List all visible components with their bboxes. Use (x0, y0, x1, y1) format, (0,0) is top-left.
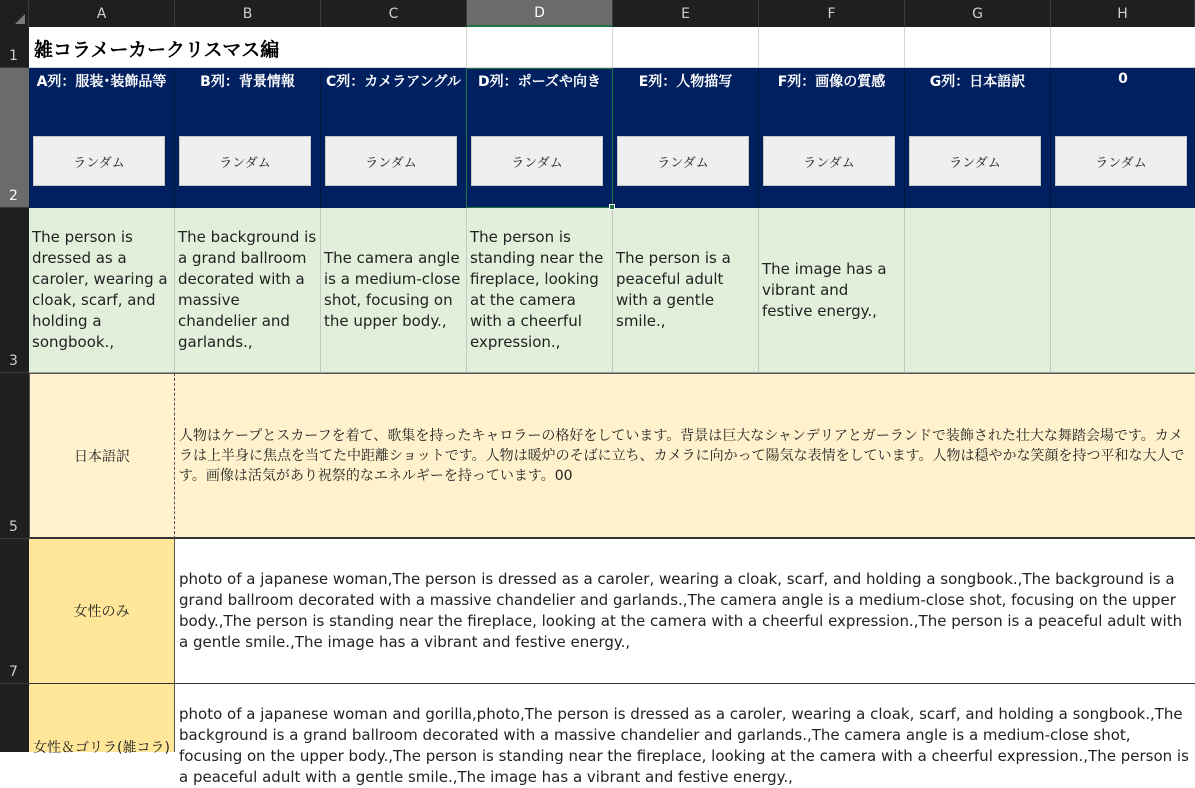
cell-a1[interactable] (29, 27, 321, 68)
random-button-f[interactable]: ランダム (763, 136, 895, 186)
phrase-b: The background is a grand ballroom decorated with a massive chandelier and garlands., (178, 228, 317, 351)
woman-gorilla-label-cell[interactable] (29, 684, 175, 756)
cell-a3[interactable] (29, 208, 175, 373)
row-header-5[interactable] (0, 373, 29, 539)
select-all-corner[interactable] (0, 0, 29, 27)
random-button-d[interactable]: ランダム (471, 136, 603, 186)
sheet-title: 雑コラメーカークリスマス編 (34, 39, 280, 61)
cell-e1[interactable] (613, 27, 759, 68)
random-button-g[interactable]: ランダム (909, 136, 1041, 186)
row-number: 2 (9, 188, 18, 204)
phrase-g (908, 208, 1048, 372)
cell-b3[interactable] (175, 208, 321, 373)
random-button-e[interactable]: ランダム (617, 136, 749, 186)
header-label-b: B列：背景情報 (200, 74, 295, 90)
woman-gorilla-prompt: photo of a japanese woman and gorilla,photo,The person is dressed as a caroler, wearing a cloak, scarf, and holding a songbook.,The background is a grand ballroom decorated with a massive chandelier and garlands.,The camera angle is a medium-close shot, focusing on the upper body.,The person is standing near the fireplace, looking at the camera with a cheerful expression.,The person is a peaceful adult with a gentle smile.,The image has a vibrant and festive energy., (179, 705, 1189, 786)
column-header-e[interactable]: E (613, 0, 759, 27)
woman-only-label: 女性のみ (73, 604, 130, 620)
row-header-9[interactable] (0, 684, 29, 752)
column-header-h[interactable]: H (1051, 0, 1195, 27)
translation-label-cell[interactable] (29, 373, 175, 539)
header-cell-g[interactable] (905, 68, 1051, 208)
cell-h1[interactable] (1051, 27, 1195, 68)
row-header-3[interactable] (0, 208, 29, 373)
woman-gorilla-prompt-cell[interactable] (175, 684, 1195, 786)
row-header-1[interactable] (0, 27, 29, 68)
translation-cell[interactable] (175, 373, 1195, 539)
cell-d3[interactable] (467, 208, 613, 373)
header-label-g: G列：日本語訳 (929, 74, 1026, 90)
cell-c1[interactable] (321, 27, 467, 68)
translation-text: 人物はケープとスカーフを着て、歌集を持ったキャロラーの格好をしています。背景は巨大なシャンデリアとガーランドで装飾された壮大な舞踏会場です。カメラは上半身に焦点を当てた中距離ショットです。人物は暖炉のそばに立ち、カメラに向かって陽気な表情をしています。人物は穏やかな笑顔を持つ平和な大人です。画像は活気があり祝祭的なエネルギーを持っています。00 (179, 428, 1185, 484)
row-number: 7 (9, 664, 18, 680)
column-header-c[interactable]: C (321, 0, 467, 27)
phrase-h (1054, 208, 1193, 372)
phrase-e: The person is a peaceful adult with a gentle smile., (616, 249, 731, 330)
random-button-c[interactable]: ランダム (325, 136, 457, 186)
header-cell-b[interactable] (175, 68, 321, 208)
column-header-a[interactable]: A (29, 0, 175, 27)
header-cell-f[interactable] (759, 68, 905, 208)
cell-c3[interactable] (321, 208, 467, 373)
cell-g1[interactable] (905, 27, 1051, 68)
translation-label: 日本語訳 (74, 448, 130, 465)
column-header-f[interactable]: F (759, 0, 905, 27)
phrase-f: The image has a vibrant and festive energy., (762, 259, 887, 320)
column-header-d[interactable]: D (467, 0, 613, 27)
header-cell-d[interactable] (467, 68, 613, 208)
header-label-e: E列：人物描写 (638, 74, 733, 90)
row-number: 3 (9, 353, 18, 369)
woman-gorilla-label: 女性＆ゴリラ(雑コラ) (33, 740, 170, 756)
fill-handle[interactable] (609, 204, 615, 210)
column-header-g[interactable]: G (905, 0, 1051, 27)
header-cell-h[interactable] (1051, 68, 1195, 208)
header-cell-a[interactable] (29, 68, 175, 208)
phrase-a: The person is dressed as a caroler, wearing a cloak, scarf, and holding a songbook., (32, 228, 168, 351)
random-button-b[interactable]: ランダム (179, 136, 311, 186)
cell-d1[interactable] (467, 27, 613, 68)
phrase-c: The camera angle is a medium-close shot, focusing on the upper body., (324, 249, 461, 330)
header-cell-e[interactable] (613, 68, 759, 208)
header-label-h: 0 (1118, 71, 1128, 87)
row-number: 1 (9, 48, 18, 64)
woman-only-prompt: photo of a japanese woman,The person is dressed as a caroler, wearing a cloak, scarf, and holding a songbook.,The background is a grand ballroom decorated with a massive chandelier and garlands.,The camera angle is a medium-close shot, focusing on the upper body.,The person is standing near the fireplace, looking at the camera with a cheerful expression.,The person is a peaceful adult with a gentle smile.,The image has a vibrant and festive energy., (179, 570, 1183, 651)
woman-only-label-cell[interactable] (29, 539, 175, 684)
header-label-a: A列：服装･装飾品等 (36, 74, 167, 90)
row-number: 5 (9, 519, 18, 535)
cell-f3[interactable] (759, 208, 905, 373)
cell-h3[interactable] (1051, 208, 1195, 373)
woman-only-prompt-cell[interactable] (175, 539, 1195, 684)
phrase-d: The person is standing near the fireplace, looking at the camera with a cheerful expression., (470, 228, 604, 351)
header-cell-c[interactable] (321, 68, 467, 208)
header-label-d: D列：ポーズや向き (478, 74, 601, 90)
random-button-a[interactable]: ランダム (33, 136, 165, 186)
random-button-h[interactable]: ランダム (1055, 136, 1187, 186)
column-header-b[interactable]: B (175, 0, 321, 27)
row-header-7[interactable] (0, 539, 29, 684)
cell-g3[interactable] (905, 208, 1051, 373)
row-header-2[interactable] (0, 68, 29, 208)
header-label-f: F列：画像の質感 (777, 74, 886, 90)
cell-e3[interactable] (613, 208, 759, 373)
cell-f1[interactable] (759, 27, 905, 68)
header-label-c: C列：カメラアングル (325, 74, 461, 90)
